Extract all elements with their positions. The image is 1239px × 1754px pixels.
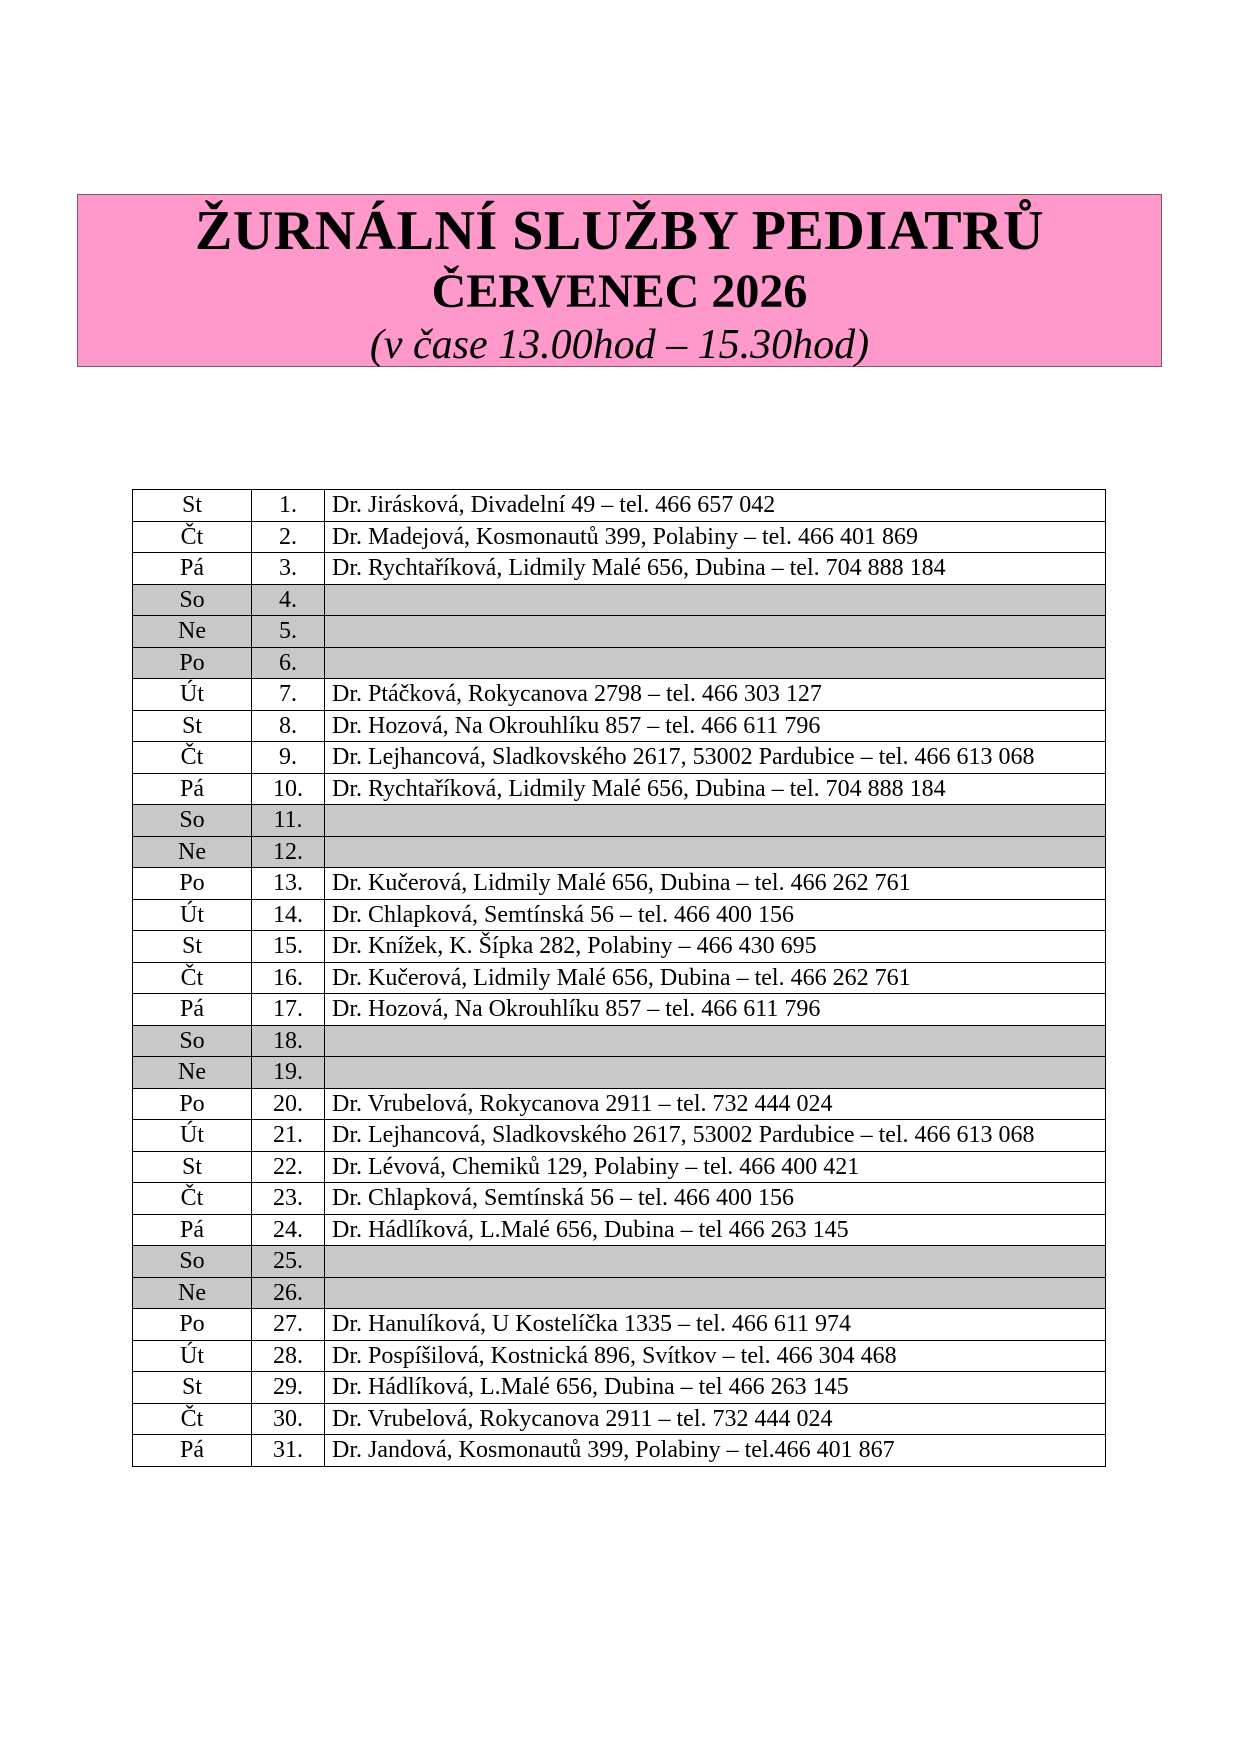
table-row: [133, 1435, 1106, 1467]
table-row-weekend: [133, 1057, 1106, 1089]
date-cell: 8.: [252, 710, 325, 742]
table-row-weekend: [133, 1277, 1106, 1309]
header-banner: [77, 194, 1162, 367]
date-cell: 26.: [252, 1277, 325, 1309]
doctor-cell: [325, 1277, 1106, 1309]
duty-schedule-table: [132, 489, 1106, 1467]
table-row: [133, 868, 1106, 900]
table-row: [133, 899, 1106, 931]
table-row: [133, 1088, 1106, 1120]
doctor-cell: Dr. Lejhancová, Sladkovského 2617, 53002 Pardubice – tel. 466 613 068: [325, 1120, 1106, 1152]
date-cell: 5.: [252, 616, 325, 648]
day-cell: So: [133, 1246, 252, 1278]
table-row: [133, 742, 1106, 774]
doctor-cell: [325, 805, 1106, 837]
table-row: [133, 1214, 1106, 1246]
day-cell: Út: [133, 1340, 252, 1372]
doctor-cell: Dr. Rychtaříková, Lidmily Malé 656, Dubina – tel. 704 888 184: [325, 553, 1106, 585]
table-row-weekend: [133, 1025, 1106, 1057]
day-cell: Pá: [133, 1214, 252, 1246]
page-title: ŽURNÁLNÍ SLUŽBY PEDIATRŮ: [194, 200, 1045, 262]
day-cell: St: [133, 1151, 252, 1183]
table-row: [133, 1309, 1106, 1341]
day-cell: St: [133, 490, 252, 522]
date-cell: 10.: [252, 773, 325, 805]
doctor-cell: Dr. Pospíšilová, Kostnická 896, Svítkov – tel. 466 304 468: [325, 1340, 1106, 1372]
doctor-cell: Dr. Ptáčková, Rokycanova 2798 – tel. 466 303 127: [325, 679, 1106, 711]
table-row: [133, 931, 1106, 963]
date-cell: 2.: [252, 521, 325, 553]
table-row: [133, 1403, 1106, 1435]
day-cell: Čt: [133, 521, 252, 553]
date-cell: 9.: [252, 742, 325, 774]
table-row: [133, 521, 1106, 553]
date-cell: 23.: [252, 1183, 325, 1215]
table-row: [133, 962, 1106, 994]
table-row: [133, 553, 1106, 585]
doctor-cell: Dr. Madejová, Kosmonautů 399, Polabiny – tel. 466 401 869: [325, 521, 1106, 553]
day-cell: St: [133, 1372, 252, 1404]
table-row-weekend: [133, 1246, 1106, 1278]
date-cell: 4.: [252, 584, 325, 616]
date-cell: 20.: [252, 1088, 325, 1120]
day-cell: Čt: [133, 1183, 252, 1215]
table-row-weekend: [133, 647, 1106, 679]
day-cell: Ne: [133, 1057, 252, 1089]
table-row: [133, 490, 1106, 522]
table-row-weekend: [133, 836, 1106, 868]
table-row: [133, 1120, 1106, 1152]
day-cell: St: [133, 931, 252, 963]
date-cell: 28.: [252, 1340, 325, 1372]
doctor-cell: [325, 1025, 1106, 1057]
date-cell: 13.: [252, 868, 325, 900]
doctor-cell: Dr. Hádlíková, L.Malé 656, Dubina – tel 466 263 145: [325, 1214, 1106, 1246]
doctor-cell: [325, 616, 1106, 648]
date-cell: 12.: [252, 836, 325, 868]
day-cell: Pá: [133, 773, 252, 805]
day-cell: So: [133, 584, 252, 616]
date-cell: 3.: [252, 553, 325, 585]
date-cell: 24.: [252, 1214, 325, 1246]
date-cell: 1.: [252, 490, 325, 522]
date-cell: 18.: [252, 1025, 325, 1057]
table-row: [133, 773, 1106, 805]
date-cell: 21.: [252, 1120, 325, 1152]
date-cell: 29.: [252, 1372, 325, 1404]
doctor-cell: Dr. Lévová, Chemiků 129, Polabiny – tel. 466 400 421: [325, 1151, 1106, 1183]
service-hours: (v čase 13.00hod – 15.30hod): [369, 322, 870, 368]
date-cell: 19.: [252, 1057, 325, 1089]
table-row: [133, 1372, 1106, 1404]
day-cell: Po: [133, 647, 252, 679]
date-cell: 16.: [252, 962, 325, 994]
day-cell: So: [133, 805, 252, 837]
day-cell: Pá: [133, 1435, 252, 1467]
date-cell: 17.: [252, 994, 325, 1026]
day-cell: St: [133, 710, 252, 742]
table-row: [133, 1183, 1106, 1215]
day-cell: Ne: [133, 1277, 252, 1309]
schedule-body: [133, 490, 1106, 1467]
day-cell: Čt: [133, 962, 252, 994]
doctor-cell: Dr. Jandová, Kosmonautů 399, Polabiny – tel.466 401 867: [325, 1435, 1106, 1467]
date-cell: 15.: [252, 931, 325, 963]
day-cell: Po: [133, 1309, 252, 1341]
doctor-cell: Dr. Hádlíková, L.Malé 656, Dubina – tel 466 263 145: [325, 1372, 1106, 1404]
date-cell: 11.: [252, 805, 325, 837]
doctor-cell: Dr. Kučerová, Lidmily Malé 656, Dubina – tel. 466 262 761: [325, 962, 1106, 994]
date-cell: 31.: [252, 1435, 325, 1467]
day-cell: Út: [133, 1120, 252, 1152]
table-row: [133, 1340, 1106, 1372]
doctor-cell: Dr. Vrubelová, Rokycanova 2911 – tel. 732 444 024: [325, 1088, 1106, 1120]
doctor-cell: Dr. Chlapková, Semtínská 56 – tel. 466 400 156: [325, 899, 1106, 931]
doctor-cell: Dr. Hanulíková, U Kostelíčka 1335 – tel. 466 611 974: [325, 1309, 1106, 1341]
doctor-cell: [325, 1057, 1106, 1089]
date-cell: 30.: [252, 1403, 325, 1435]
day-cell: Pá: [133, 994, 252, 1026]
doctor-cell: Dr. Lejhancová, Sladkovského 2617, 53002 Pardubice – tel. 466 613 068: [325, 742, 1106, 774]
table-row-weekend: [133, 584, 1106, 616]
day-cell: So: [133, 1025, 252, 1057]
doctor-cell: Dr. Rychtaříková, Lidmily Malé 656, Dubina – tel. 704 888 184: [325, 773, 1106, 805]
day-cell: Út: [133, 899, 252, 931]
table-row-weekend: [133, 616, 1106, 648]
date-cell: 14.: [252, 899, 325, 931]
table-row-weekend: [133, 805, 1106, 837]
day-cell: Po: [133, 868, 252, 900]
table-row: [133, 710, 1106, 742]
day-cell: Út: [133, 679, 252, 711]
doctor-cell: Dr. Jirásková, Divadelní 49 – tel. 466 657 042: [325, 490, 1106, 522]
doctor-cell: Dr. Hozová, Na Okrouhlíku 857 – tel. 466 611 796: [325, 994, 1106, 1026]
table-row: [133, 994, 1106, 1026]
date-cell: 6.: [252, 647, 325, 679]
doctor-cell: [325, 647, 1106, 679]
doctor-cell: Dr. Chlapková, Semtínská 56 – tel. 466 400 156: [325, 1183, 1106, 1215]
date-cell: 7.: [252, 679, 325, 711]
doctor-cell: [325, 1246, 1106, 1278]
date-cell: 22.: [252, 1151, 325, 1183]
table-row: [133, 679, 1106, 711]
doctor-cell: Dr. Vrubelová, Rokycanova 2911 – tel. 732 444 024: [325, 1403, 1106, 1435]
doctor-cell: Dr. Kučerová, Lidmily Malé 656, Dubina – tel. 466 262 761: [325, 868, 1106, 900]
day-cell: Po: [133, 1088, 252, 1120]
date-cell: 25.: [252, 1246, 325, 1278]
day-cell: Čt: [133, 1403, 252, 1435]
doctor-cell: Dr. Knížek, K. Šípka 282, Polabiny – 466 430 695: [325, 931, 1106, 963]
month-heading: ČERVENEC 2026: [431, 265, 808, 318]
date-cell: 27.: [252, 1309, 325, 1341]
doctor-cell: Dr. Hozová, Na Okrouhlíku 857 – tel. 466 611 796: [325, 710, 1106, 742]
day-cell: Ne: [133, 616, 252, 648]
doctor-cell: [325, 584, 1106, 616]
day-cell: Čt: [133, 742, 252, 774]
day-cell: Pá: [133, 553, 252, 585]
table-row: [133, 1151, 1106, 1183]
day-cell: Ne: [133, 836, 252, 868]
doctor-cell: [325, 836, 1106, 868]
